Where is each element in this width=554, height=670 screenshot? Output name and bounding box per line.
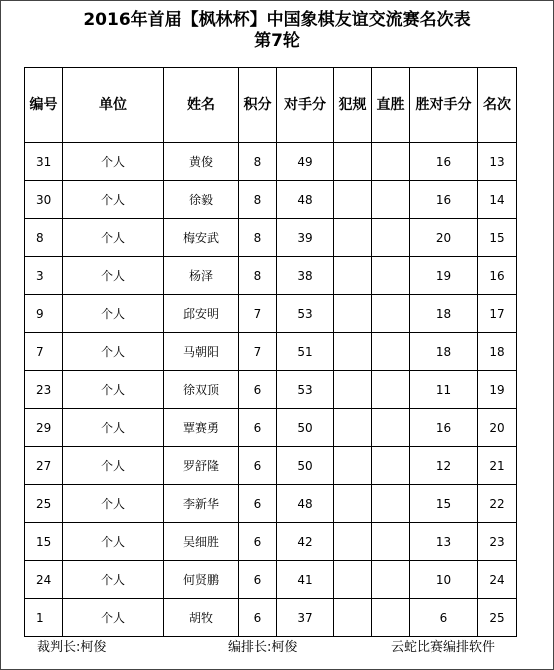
cell-win-opponent-score: 10 [410,561,478,599]
table-row [25,561,517,599]
cell-score: 7 [239,333,277,371]
cell-foul [334,485,372,523]
cell-direct-win [372,257,410,295]
header-name: 姓名 [164,68,239,143]
cell-number: 3 [25,257,63,295]
cell-score: 8 [239,219,277,257]
table-row [25,371,517,409]
header-foul: 犯规 [334,68,372,143]
cell-unit: 个人 [63,143,164,181]
cell-direct-win [372,523,410,561]
table-row [25,447,517,485]
document-title: 2016年首届【枫林杯】中国象棋友谊交流赛名次表 [83,10,471,30]
cell-rank: 14 [478,181,517,219]
table-row [25,599,517,637]
cell-number: 29 [25,409,63,447]
cell-score: 6 [239,523,277,561]
cell-name: 李新华 [164,485,239,523]
table-body [25,143,517,637]
cell-unit: 个人 [63,485,164,523]
cell-score: 8 [239,143,277,181]
cell-direct-win [372,409,410,447]
cell-unit: 个人 [63,257,164,295]
cell-opponent-score: 50 [277,409,334,447]
cell-opponent-score: 41 [277,561,334,599]
cell-score: 6 [239,561,277,599]
header-number: 编号 [25,68,63,143]
cell-foul [334,409,372,447]
cell-direct-win [372,295,410,333]
cell-name: 罗舒隆 [164,447,239,485]
cell-score: 6 [239,485,277,523]
table-row [25,143,517,181]
cell-number: 1 [25,599,63,637]
cell-name: 胡牧 [164,599,239,637]
cell-win-opponent-score: 18 [410,295,478,333]
cell-foul [334,523,372,561]
table-row [25,181,517,219]
cell-rank: 17 [478,295,517,333]
cell-rank: 23 [478,523,517,561]
cell-name: 马朝阳 [164,333,239,371]
cell-direct-win [372,181,410,219]
cell-foul [334,599,372,637]
software-label: 云蛇比赛编排软件 [391,640,496,655]
cell-direct-win [372,485,410,523]
cell-foul [334,295,372,333]
cell-score: 6 [239,447,277,485]
cell-opponent-score: 39 [277,219,334,257]
cell-number: 7 [25,333,63,371]
cell-direct-win [372,143,410,181]
cell-score: 6 [239,599,277,637]
cell-opponent-score: 48 [277,181,334,219]
cell-foul [334,447,372,485]
cell-rank: 25 [478,599,517,637]
cell-number: 23 [25,371,63,409]
cell-name: 梅安武 [164,219,239,257]
cell-foul [334,371,372,409]
cell-number: 8 [25,219,63,257]
cell-foul [334,219,372,257]
cell-foul [334,561,372,599]
cell-opponent-score: 37 [277,599,334,637]
cell-win-opponent-score: 20 [410,219,478,257]
cell-unit: 个人 [63,181,164,219]
standings-table [24,67,517,637]
cell-name: 徐双顶 [164,371,239,409]
cell-unit: 个人 [63,523,164,561]
cell-win-opponent-score: 18 [410,333,478,371]
header-score: 积分 [239,68,277,143]
cell-rank: 20 [478,409,517,447]
cell-unit: 个人 [63,447,164,485]
cell-direct-win [372,599,410,637]
cell-rank: 13 [478,143,517,181]
cell-name: 黄俊 [164,143,239,181]
table-row [25,523,517,561]
header-row [25,68,517,143]
cell-win-opponent-score: 16 [410,409,478,447]
cell-win-opponent-score: 11 [410,371,478,409]
cell-number: 25 [25,485,63,523]
cell-rank: 18 [478,333,517,371]
cell-opponent-score: 53 [277,295,334,333]
cell-rank: 21 [478,447,517,485]
header-direct-win: 直胜 [372,68,410,143]
cell-number: 31 [25,143,63,181]
cell-number: 30 [25,181,63,219]
cell-rank: 24 [478,561,517,599]
cell-unit: 个人 [63,599,164,637]
table-row [25,295,517,333]
cell-direct-win [372,219,410,257]
cell-name: 吴细胜 [164,523,239,561]
table-row [25,257,517,295]
cell-opponent-score: 38 [277,257,334,295]
cell-win-opponent-score: 6 [410,599,478,637]
round-subtitle: 第7轮 [254,31,300,51]
cell-number: 9 [25,295,63,333]
header-opponent-score: 对手分 [277,68,334,143]
cell-number: 27 [25,447,63,485]
cell-opponent-score: 42 [277,523,334,561]
table-row [25,485,517,523]
cell-number: 24 [25,561,63,599]
cell-unit: 个人 [63,371,164,409]
header-rank: 名次 [478,68,517,143]
cell-name: 徐毅 [164,181,239,219]
cell-direct-win [372,561,410,599]
cell-unit: 个人 [63,561,164,599]
cell-direct-win [372,333,410,371]
cell-foul [334,143,372,181]
cell-win-opponent-score: 15 [410,485,478,523]
cell-name: 杨泽 [164,257,239,295]
cell-foul [334,333,372,371]
cell-score: 8 [239,181,277,219]
cell-name: 邱安明 [164,295,239,333]
cell-opponent-score: 49 [277,143,334,181]
cell-score: 6 [239,371,277,409]
cell-name: 覃赛勇 [164,409,239,447]
table-row [25,219,517,257]
cell-name: 何贤鹏 [164,561,239,599]
arranger-label: 编排长:柯俊 [228,640,298,655]
referee-label: 裁判长:柯俊 [37,640,107,655]
cell-unit: 个人 [63,409,164,447]
cell-number: 15 [25,523,63,561]
cell-win-opponent-score: 16 [410,143,478,181]
table-row [25,409,517,447]
cell-rank: 19 [478,371,517,409]
header-win-opponent-score: 胜对手分 [410,68,478,143]
cell-foul [334,257,372,295]
cell-rank: 16 [478,257,517,295]
cell-unit: 个人 [63,295,164,333]
cell-opponent-score: 50 [277,447,334,485]
cell-win-opponent-score: 16 [410,181,478,219]
header-unit: 单位 [63,68,164,143]
cell-win-opponent-score: 12 [410,447,478,485]
cell-win-opponent-score: 13 [410,523,478,561]
cell-direct-win [372,371,410,409]
cell-score: 6 [239,409,277,447]
table-row [25,333,517,371]
cell-rank: 15 [478,219,517,257]
cell-direct-win [372,447,410,485]
cell-unit: 个人 [63,333,164,371]
cell-unit: 个人 [63,219,164,257]
cell-opponent-score: 48 [277,485,334,523]
cell-score: 7 [239,295,277,333]
cell-score: 8 [239,257,277,295]
cell-foul [334,181,372,219]
cell-win-opponent-score: 19 [410,257,478,295]
cell-opponent-score: 53 [277,371,334,409]
cell-rank: 22 [478,485,517,523]
cell-opponent-score: 51 [277,333,334,371]
